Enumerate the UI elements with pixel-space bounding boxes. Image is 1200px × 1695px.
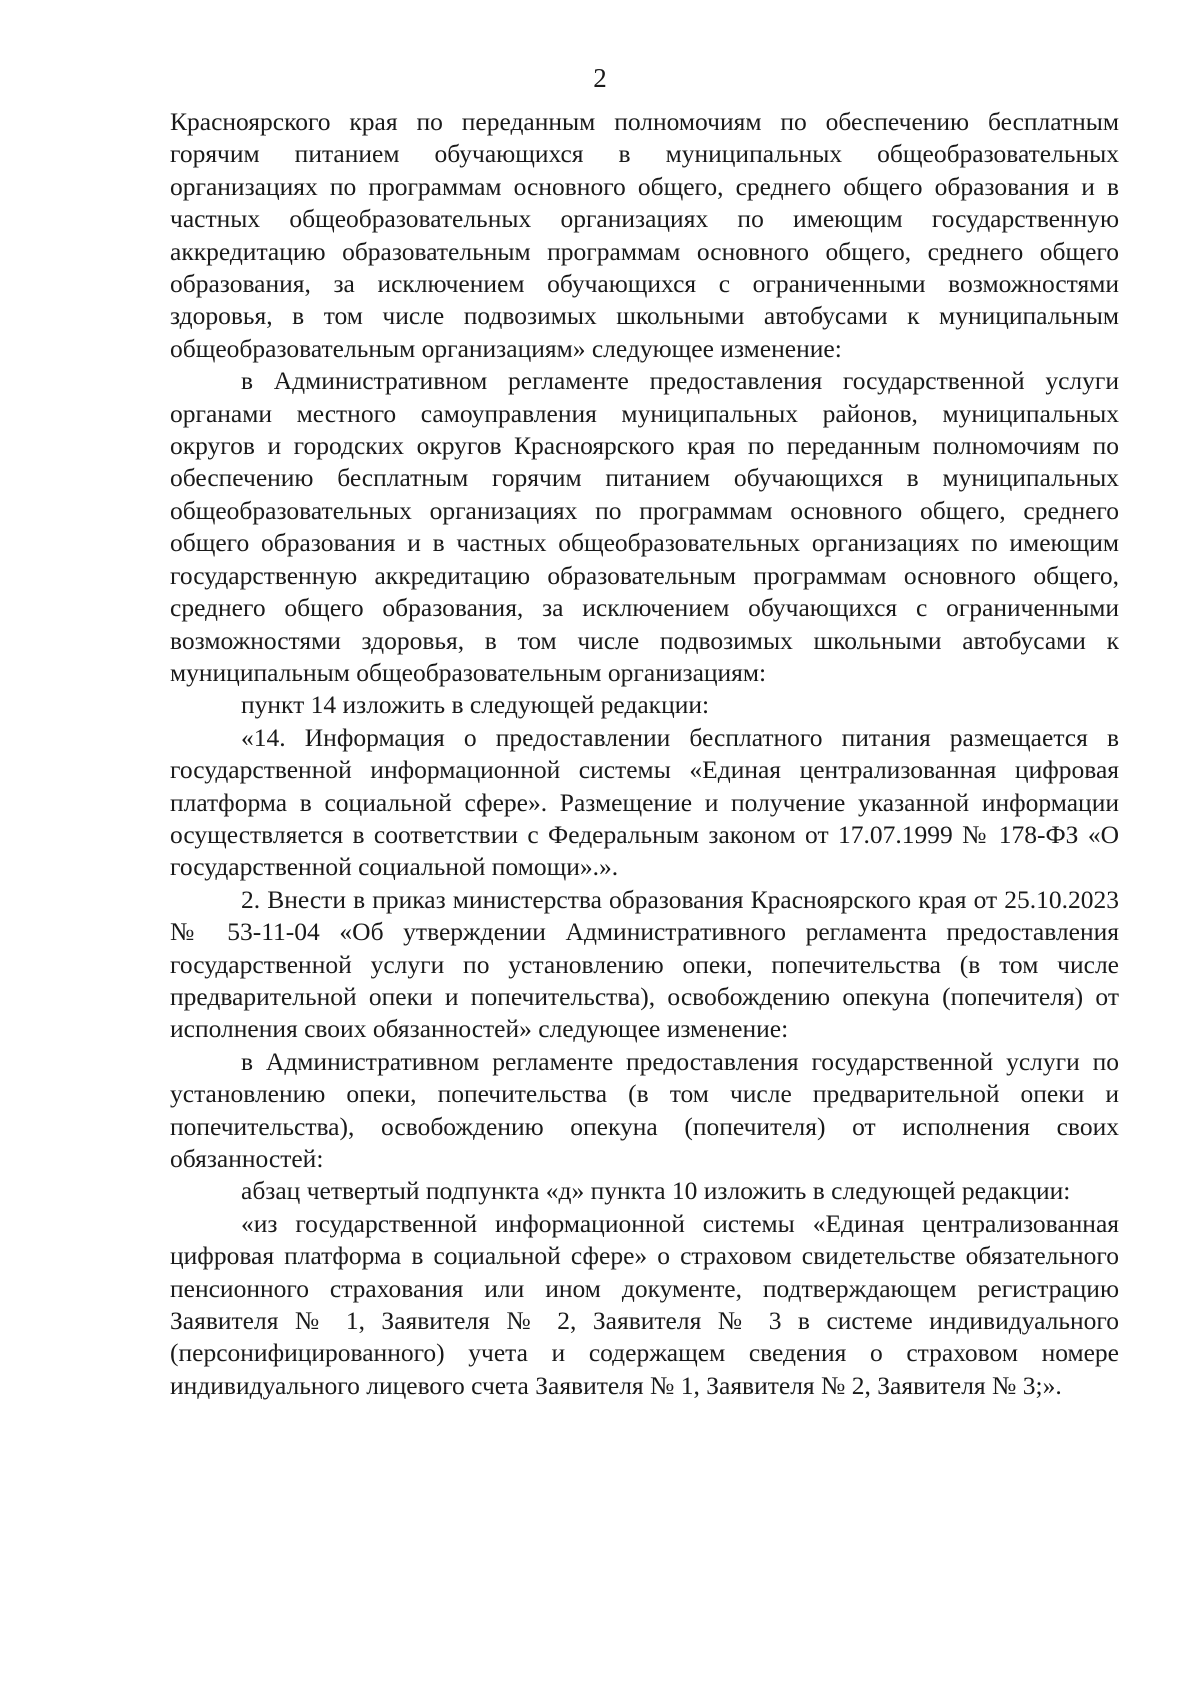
paragraph-guardianship-regulation: в Административном регламенте предоставления государственной услуги по установлению опеки, попечительства (в том числе предварительной опеки и попечительства), освобождению опекуна (попечителя) от исполнения своих обязанностей: <box>170 1046 1119 1173</box>
paragraph-item-2: 2. Внести в приказ министерства образования Красноярского края от 25.10.2023 № 53-11-04 «Об утверждении Административного регламента предоставления государственной услуги по установлению опеки, попечительства (в том числе предварительной опеки и попечительства), освобождению опекуна (попечителя) от исполнения своих обязанностей» следующее изменение: <box>170 884 1119 1044</box>
paragraph-clause-14-text: «14. Информация о предоставлении бесплатного питания размещается в государственной информационной системы «Единая централизованная цифровая платформа в социальной сфере». Размещение и получение указанной информации осуществляется в соответствии с Федеральным законом от 17.07.1999 № 178-ФЗ «О государственной социальной помощи».». <box>170 722 1119 882</box>
paragraph-subclause-d-text: «из государственной информационной системы «Единая централизованная цифровая платформа в социальной сфере» о страховом свидетельстве обязательного пенсионного страхования или ином документе, подтверждающем регистрацию Заявителя № 1, Заявителя № 2, Заявителя № 3 в системе индивидуального (персонифицированного) учета и содержащем сведения о страховом номере индивидуального лицевого счета Заявителя № 1, Заявителя № 2, Заявителя № 3;». <box>170 1208 1119 1400</box>
page-number: 2 <box>593 63 607 93</box>
document-body <box>170 106 1119 1402</box>
paragraph-clause-14-intro: пункт 14 изложить в следующей редакции: <box>241 690 710 720</box>
paragraph-continuation: Красноярского края по переданным полномочиям по обеспечению бесплатным горячим питанием обучающихся в муниципальных общеобразовательных организациях по программам основного общего, среднего общего образования и в частных общеобразовательных организациях по имеющим государственную аккредитацию образовательным программам основного общего, среднего общего образования, за исключением обучающихся с ограниченными возможностями здоровья, в том числе подвозимых школьными автобусами к муниципальным общеобразовательным организациям» следующее изменение: <box>170 107 1119 363</box>
paragraph-regulation-amendment: в Административном регламенте предоставления государственной услуги органами местного самоуправления муниципальных районов, муниципальных округов и городских округов Красноярского края по переданным полномочиям по обеспечению бесплатным горячим питанием обучающихся в муниципальных общеобразовательных организациях по программам основного общего, среднего общего образования и в частных общеобразовательных организациях по имеющим государственную аккредитацию образовательным программам основного общего, среднего общего образования, за исключением обучающихся с ограниченными возможностями здоровья, в том числе подвозимых школьными автобусами к муниципальным общеобразовательным организациям: <box>170 366 1119 687</box>
paragraph-subclause-d-intro: абзац четвертый подпункта «д» пункта 10 изложить в следующей редакции: <box>241 1176 1071 1206</box>
